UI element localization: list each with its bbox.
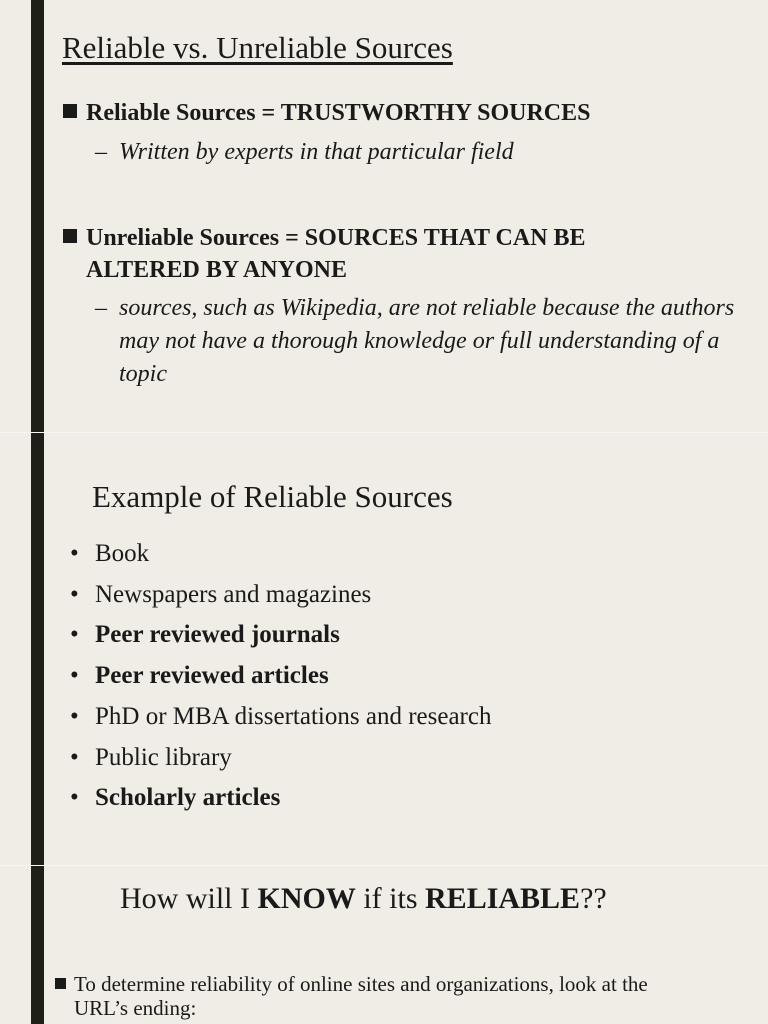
- list-item: [70, 534, 491, 575]
- title-part: ??: [580, 882, 607, 915]
- list-item-label: Peer reviewed journals: [95, 621, 340, 649]
- list-item-label: Book: [95, 540, 150, 567]
- list-item-label: Public library: [95, 743, 232, 771]
- slide-title: Reliable vs. Unreliable Sources: [62, 30, 453, 65]
- square-bullet-icon: [55, 978, 66, 989]
- bullet-dot: •: [70, 580, 79, 608]
- reliable-heading-text: Reliable Sources = TRUSTWORTHY SOURCES: [86, 100, 591, 126]
- list-item: [70, 615, 491, 656]
- bullet-dot: •: [70, 702, 79, 730]
- title-part: How will I: [120, 882, 258, 915]
- bullet-dot: •: [70, 743, 79, 771]
- slide-reliable-vs-unreliable: [0, 0, 768, 432]
- slide-title: [120, 882, 607, 916]
- url-ending-point: [55, 972, 745, 1020]
- list-item-label: Scholarly articles: [95, 784, 281, 812]
- square-bullet-icon: [63, 104, 77, 118]
- list-item: [70, 738, 491, 779]
- list-item: [70, 697, 491, 738]
- square-bullet-icon: [63, 229, 77, 243]
- dash-bullet: –: [95, 139, 107, 165]
- title-part: if its: [355, 882, 426, 915]
- unreliable-heading: [63, 222, 586, 286]
- unreliable-heading-line1: Unreliable Sources = SOURCES THAT CAN BE: [86, 225, 586, 251]
- reliable-sources-list: [70, 534, 491, 819]
- title-emphasis-reliable: RELIABLE: [425, 882, 581, 915]
- url-ending-text-line1: To determine reliability of online sites and organizations, look at the: [74, 972, 648, 996]
- bullet-dot: •: [70, 621, 79, 649]
- slide-title: Example of Reliable Sources: [92, 479, 453, 514]
- list-item-label: Newspapers and magazines: [95, 580, 372, 608]
- slide-accent-bar: [31, 866, 44, 1024]
- bullet-dot: •: [70, 784, 79, 812]
- slide-accent-bar: [31, 433, 44, 865]
- list-item: [70, 778, 491, 819]
- reliable-subpoint-text: Written by experts in that particular field: [119, 139, 514, 165]
- slide-how-to-know-reliable: [0, 866, 768, 1024]
- slide-accent-bar: [31, 0, 44, 432]
- unreliable-subpoint: [95, 292, 735, 391]
- dash-bullet: –: [95, 295, 107, 321]
- reliable-heading: [63, 97, 590, 129]
- unreliable-subpoint-text: sources, such as Wikipedia, are not reliable because the authors may not have a thorough knowledge or full understanding of a topic: [119, 295, 735, 387]
- reliable-subpoint: [95, 136, 745, 169]
- list-item-label: Peer reviewed articles: [95, 662, 329, 690]
- list-item: [70, 575, 491, 616]
- slide-example-reliable-sources: [0, 433, 768, 865]
- bullet-dot: •: [70, 662, 79, 690]
- url-ending-text-line2: URL’s ending:: [74, 996, 197, 1020]
- title-emphasis-know: KNOW: [257, 882, 356, 915]
- list-item: [70, 656, 491, 697]
- bullet-dot: •: [70, 540, 79, 567]
- list-item-label: PhD or MBA dissertations and research: [95, 702, 492, 730]
- unreliable-heading-line2: ALTERED BY ANYONE: [86, 257, 347, 283]
